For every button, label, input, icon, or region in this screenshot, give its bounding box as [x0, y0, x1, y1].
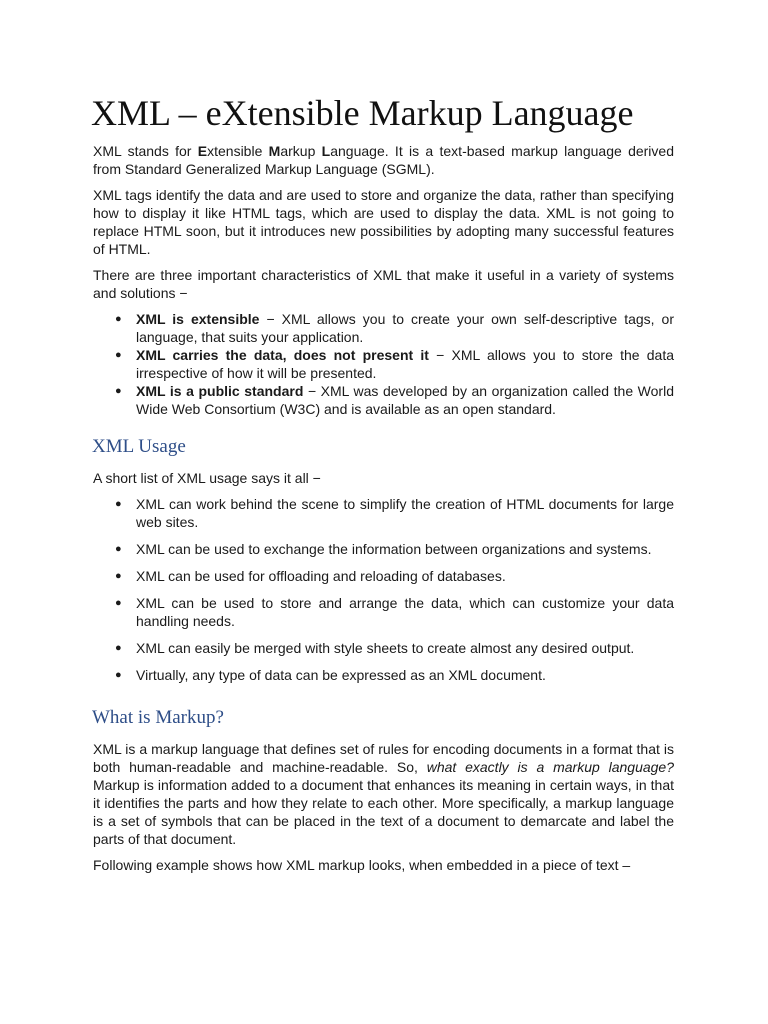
bullet-icon: ●: [115, 349, 122, 361]
intro-p1-start: XML stands for: [93, 143, 198, 159]
bullet-icon: ●: [115, 498, 122, 510]
feature-title: XML is a public standard: [136, 383, 304, 399]
markup-p1-question: what exactly is a markup language?: [426, 759, 674, 775]
usage-text: XML can easily be merged with style sheets to create almost any desired output.: [136, 640, 635, 656]
usage-heading: XML Usage: [92, 436, 186, 457]
usage-text: XML can be used for offloading and reloading of databases.: [136, 568, 506, 584]
bullet-icon: ●: [115, 642, 122, 654]
bullet-icon: ●: [115, 313, 122, 325]
list-item: [93, 310, 674, 346]
markup-paragraph-2: Following example shows how XML markup looks, when embedded in a piece of text –: [93, 857, 631, 873]
usage-text: XML can be used to store and arrange the data, which can customize your data handling needs.: [136, 595, 674, 629]
usage-list: [93, 495, 674, 684]
intro-p1-rest: anguage. It is a text-based markup language derived from Standard Generalized Markup Language (SGML).: [93, 143, 674, 177]
usage-lead: A short list of XML usage says it all −: [93, 470, 321, 486]
bullet-icon: ●: [115, 597, 122, 609]
usage-text: Virtually, any type of data can be expressed as an XML document.: [136, 667, 546, 683]
intro-paragraph-2: XML tags identify the data and are used to store and organize the data, rather than specifying how to display it like HTML tags, which are used to display the data. XML is not going to replace HTML soon, but it introduces new possibilities by adopting many successful features of HTML.: [93, 187, 674, 257]
list-item: [93, 567, 674, 585]
markup-paragraph-1: [93, 740, 674, 848]
feature-text: − XML allows you to store the data irrespective of how it will be presented.: [136, 347, 675, 381]
bullet-icon: ●: [115, 570, 122, 582]
list-item: [93, 346, 674, 382]
usage-text: XML can work behind the scene to simplify the creation of HTML documents for large web sites.: [136, 496, 674, 530]
acronym-letter-e: E: [197, 143, 208, 159]
feature-title: XML carries the data, does not present it: [136, 347, 429, 363]
bullet-icon: ●: [115, 669, 122, 681]
document-content: [93, 90, 674, 882]
list-item: [93, 594, 674, 630]
markup-p1-start: XML is a markup language that defines set of rules for encoding documents in a format that is both human-readable and machine-readable. So,: [93, 741, 674, 775]
page-title: XML – eXtensible Markup Language: [91, 93, 634, 133]
acronym-letter-m: M: [268, 143, 281, 159]
markup-p1-rest: Markup is information added to a document that enhances its meaning in certain ways, in that it identifies the parts and how they relate to each other. More specifically, a markup language is a set of symbols that can be placed in the text of a document to demarcate and label the parts of that document.: [93, 777, 674, 847]
features-list: [93, 310, 674, 418]
list-item: [93, 495, 674, 531]
usage-text: XML can be used to exchange the information between organizations and systems.: [136, 541, 652, 557]
list-item: [93, 382, 674, 418]
acronym-letter-l: L: [321, 143, 331, 159]
feature-title: XML is extensible: [136, 311, 260, 327]
feature-text: − XML allows you to create your own self-descriptive tags, or language, that suits your application.: [136, 311, 675, 345]
intro-paragraph-1: [93, 142, 674, 178]
list-item: [93, 666, 674, 684]
intro-p1-xtensible: xtensible: [207, 143, 269, 159]
intro-p1-arkup: arkup: [280, 143, 322, 159]
feature-text: − XML was developed by an organization called the World Wide Web Consortium (W3C) and is available as an open standard.: [136, 383, 674, 417]
list-item: [93, 639, 674, 657]
bullet-icon: ●: [115, 543, 122, 555]
markup-heading: What is Markup?: [92, 707, 224, 728]
list-item: [93, 540, 674, 558]
intro-paragraph-3: There are three important characteristics of XML that make it useful in a variety of systems and solutions −: [93, 267, 674, 301]
bullet-icon: ●: [115, 385, 122, 397]
